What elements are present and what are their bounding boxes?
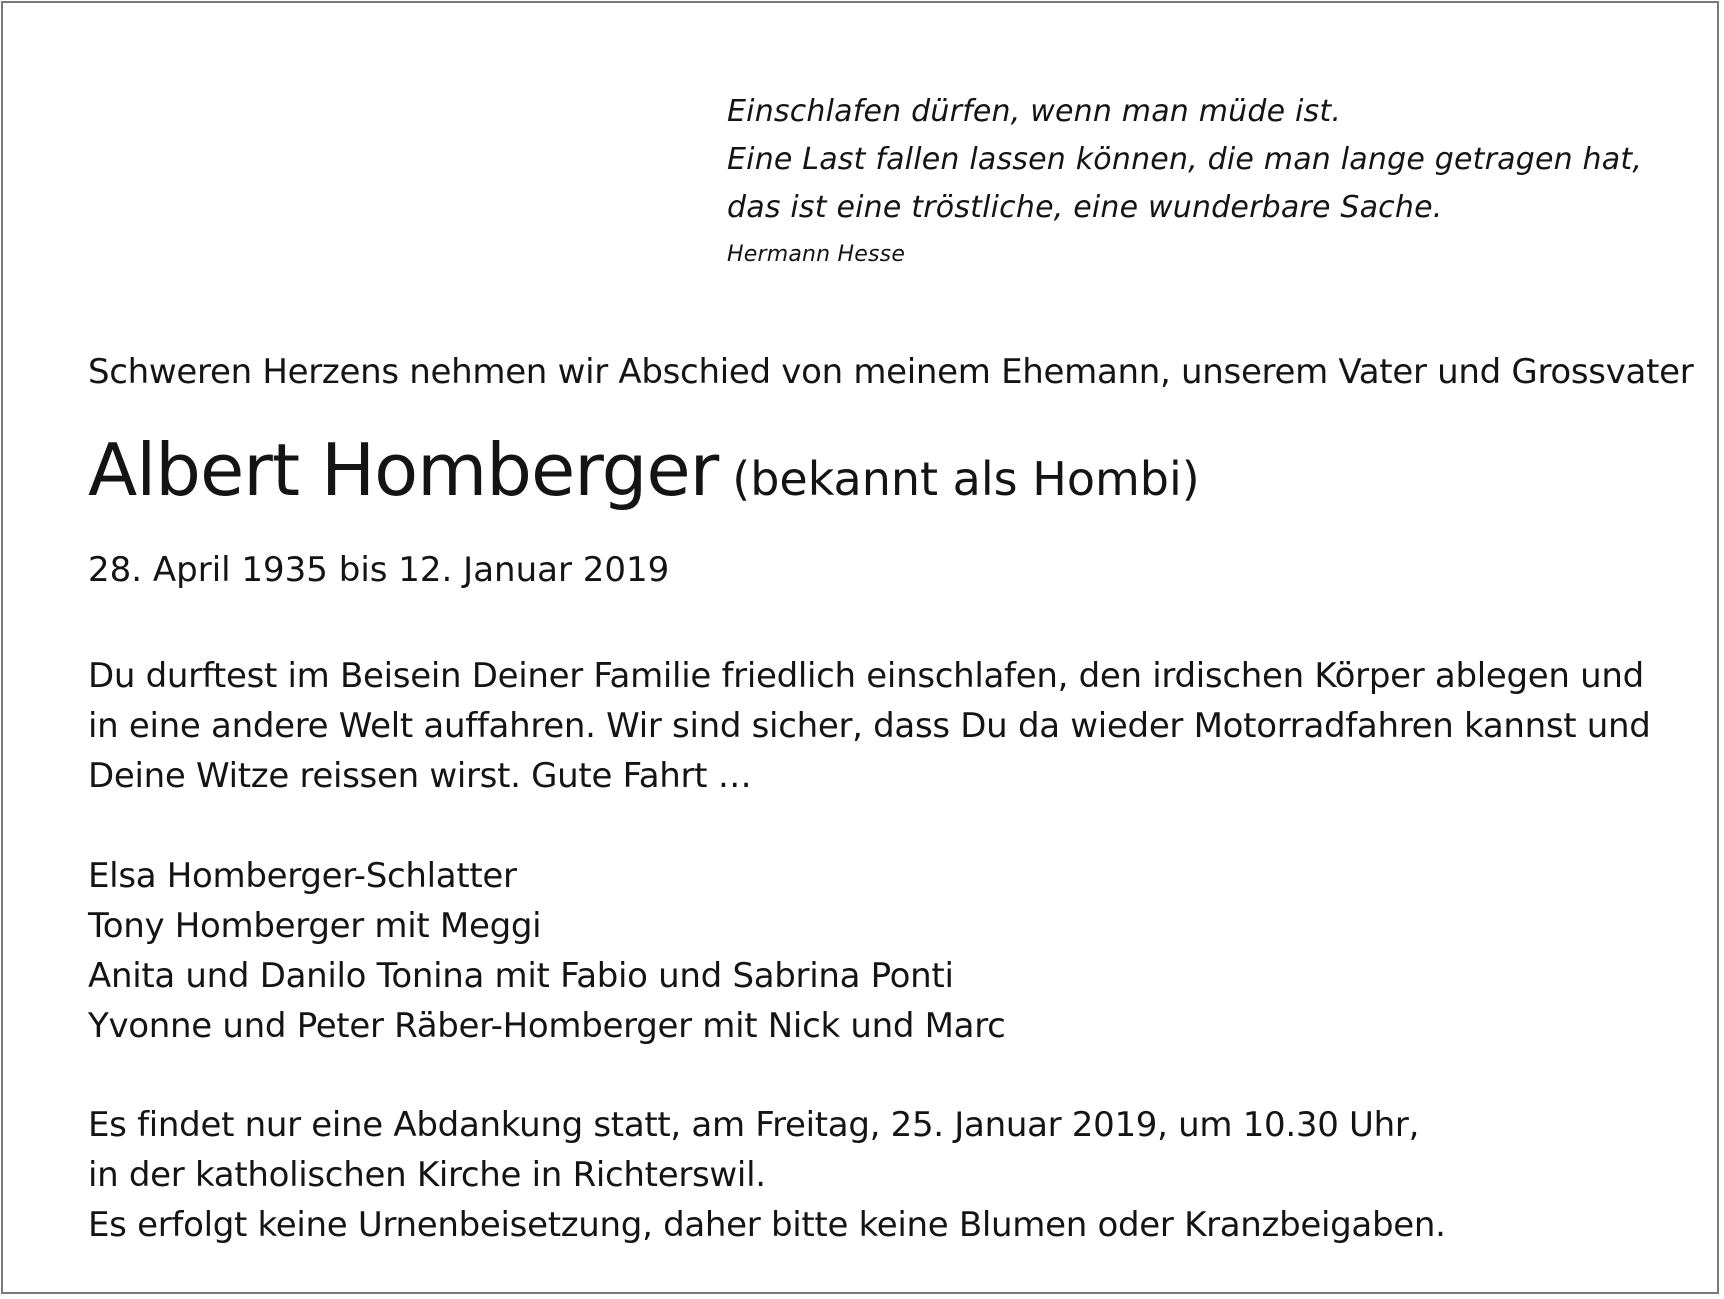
service-info: [88, 1100, 1446, 1250]
farewell-line: Deine Witze reissen wirst. Gute Fahrt …: [88, 756, 752, 796]
service-line: in der katholischen Kirche in Richterswil.: [88, 1155, 766, 1195]
farewell-line: Du durftest im Beisein Deiner Familie friedlich einschlafen, den irdischen Körper ablegen und: [88, 656, 1644, 696]
farewell-paragraph: [88, 651, 1651, 801]
deceased-alias: (bekannt als Hombi): [732, 452, 1200, 506]
deceased-name: Albert Homberger: [88, 428, 719, 512]
family-member: Elsa Homberger-Schlatter: [88, 856, 517, 896]
deceased-heading: [88, 425, 1200, 524]
family-member: Yvonne und Peter Räber-Homberger mit Nick und Marc: [88, 1006, 1006, 1046]
family-member: Anita und Danilo Tonina mit Fabio und Sabrina Ponti: [88, 956, 954, 996]
family-list: [88, 851, 1006, 1051]
motto-line: Einschlafen dürfen, wenn man müde ist.: [727, 94, 1342, 129]
motto-quote: [727, 88, 1642, 270]
family-member: Tony Homberger mit Meggi: [88, 906, 542, 946]
motto-author: Hermann Hesse: [727, 242, 906, 267]
service-line: Es erfolgt keine Urnenbeisetzung, daher bitte keine Blumen oder Kranzbeigaben.: [88, 1205, 1446, 1245]
intro-text: Schweren Herzens nehmen wir Abschied von meinem Ehemann, unserem Vater und Grossvater: [88, 352, 1694, 392]
motto-line: das ist eine tröstliche, eine wunderbare Sache.: [727, 190, 1443, 225]
motto-line: Eine Last fallen lassen können, die man lange getragen hat,: [727, 142, 1643, 177]
service-line: Es findet nur eine Abdankung statt, am Freitag, 25. Januar 2019, um 10.30 Uhr,: [88, 1105, 1420, 1145]
farewell-line: in eine andere Welt auffahren. Wir sind sicher, dass Du da wieder Motorradfahren kannst und: [88, 706, 1651, 746]
life-dates: 28. April 1935 bis 12. Januar 2019: [88, 550, 670, 590]
